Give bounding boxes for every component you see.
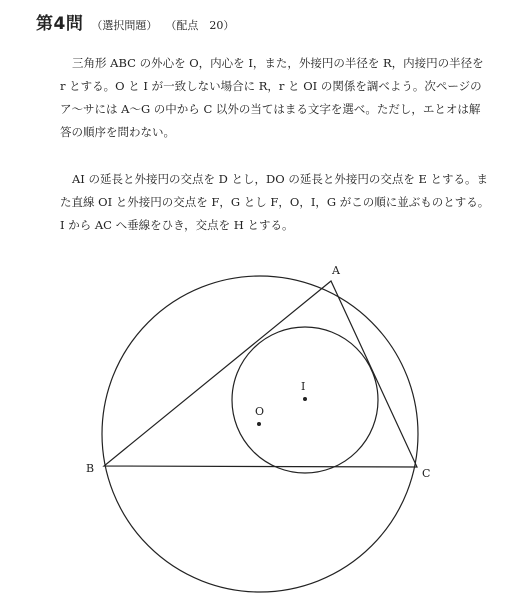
triangle-abc (104, 281, 417, 467)
label-i: I (301, 380, 306, 393)
label-c: C (422, 467, 431, 480)
label-a: A (332, 264, 340, 277)
question-type: （選択問題） (91, 19, 158, 32)
question-number: 第4問 (36, 14, 84, 34)
problem-paragraph-2: AI の延長と外接円の交点を D とし，DO の延長と外接円の交点を E とする。また直線 OI と外接円の交点を F，G とし F，O，I，G がこの順に並ぶものとする。I から AC へ垂線をひき，交点を H とする。 (60, 172, 490, 232)
point-o (257, 422, 261, 426)
question-points: （配点 20） (165, 19, 235, 32)
label-o: O (255, 405, 265, 418)
problem-paragraph-1: 三角形 ABC の外心を O，内心を I，また，外接円の半径を R，内接円の半径を r とする。O と I が一致しない場合に R，r と OI の関係を調べよう。次ページのア〜サには A〜G の中から C 以外の当てはまる文字を選べ。ただし，エとオは解答の順序を問わない。 (60, 56, 484, 139)
circumcircle (102, 276, 418, 592)
point-i (303, 397, 307, 401)
label-b: B (86, 462, 95, 475)
